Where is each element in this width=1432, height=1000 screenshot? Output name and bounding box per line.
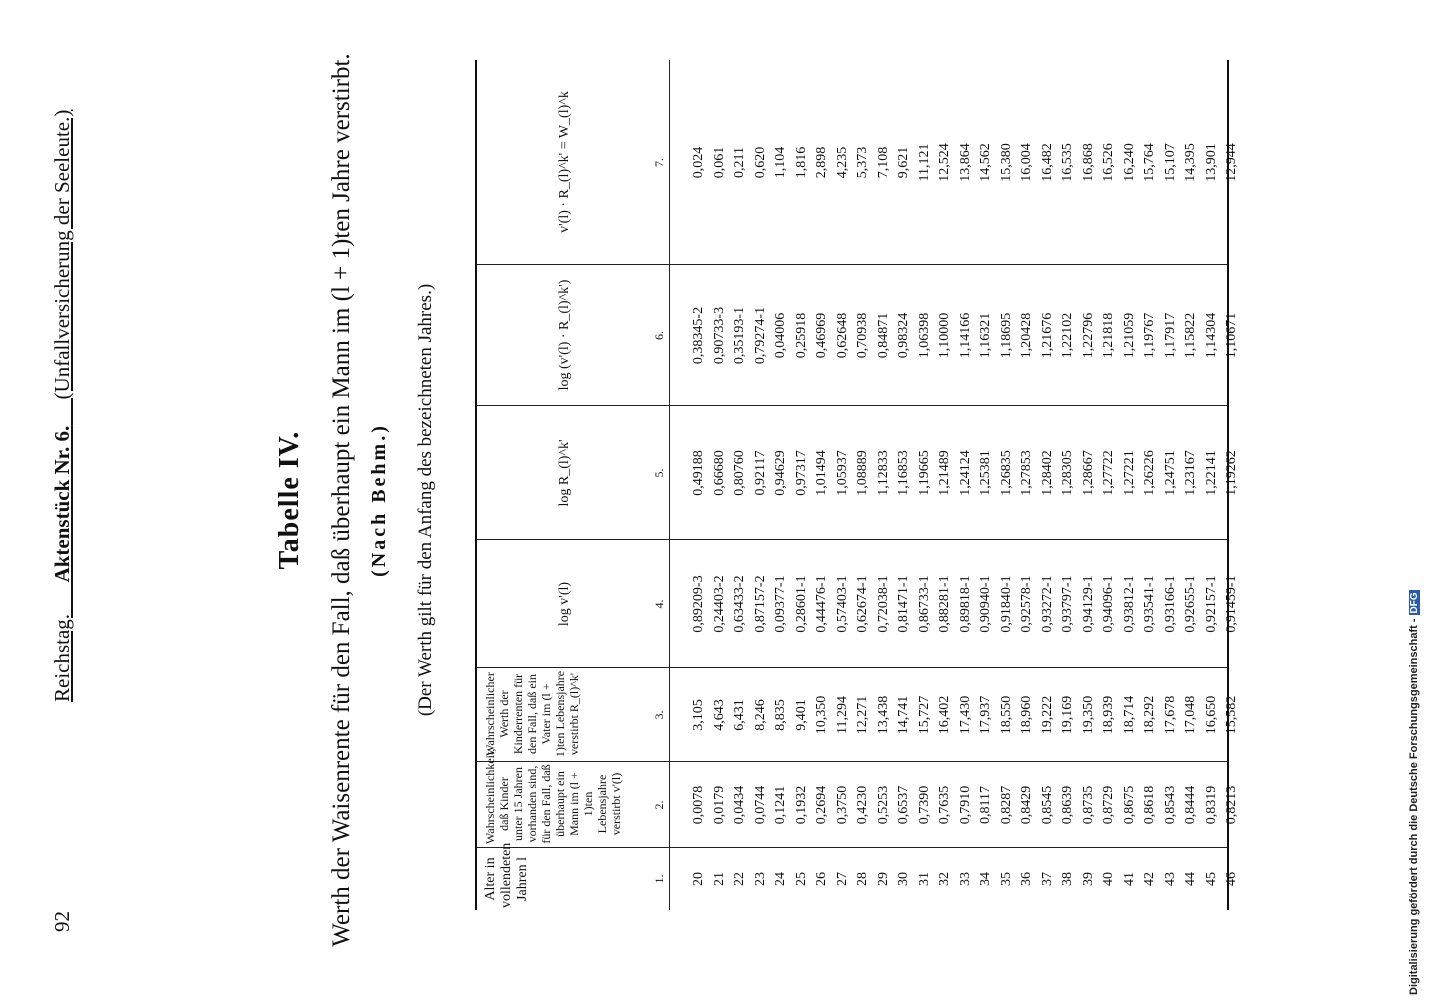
header-col-4: log v'(l) [557, 581, 572, 627]
header-col-1: Alter in vollendeten Jahren l [483, 842, 530, 908]
table-cell: 37 [1039, 872, 1055, 886]
table-cell: 0,97317 [793, 450, 809, 496]
column-number: 3. [652, 710, 666, 720]
table-cell: 0,38345-2 [691, 306, 706, 365]
running-head-middle: Aktenstück Nr. 6. [50, 425, 74, 583]
table-subtitle: Werth der Waisenrente für den Fall, daß überhaupt ein Mann im (l + 1)ten Jahre verstirbt. [328, 53, 355, 947]
table-note: (Der Werth gilt für den Anfang des bezeichneten Jahres.) [415, 283, 436, 717]
table-row [1222, 60, 1243, 910]
table-cell: 1,21489 [937, 450, 952, 496]
table-cell: 0,89209-3 [691, 575, 706, 633]
table-cell: 1,27221 [1121, 450, 1137, 496]
table-row [689, 60, 710, 910]
table-cell: 0,024 [691, 146, 706, 179]
table-cell: 23 [752, 872, 768, 886]
column-number: 2. [652, 800, 666, 810]
table-cell: 35 [998, 872, 1014, 886]
table-row [812, 60, 833, 910]
page-number: 92 [50, 911, 74, 932]
table-cell: 15,764 [1142, 143, 1157, 182]
table-cell: 0,62674-1 [855, 575, 870, 633]
table-cell: 0,84871 [875, 312, 891, 359]
table-cell: 0,92117 [752, 450, 768, 496]
header-col-7: v'(l) · R_(l)^k' = W_(l)^k [557, 91, 572, 233]
table-cell: 0,8729 [1101, 785, 1116, 825]
table-cell: 24 [773, 872, 788, 886]
table-cell: 1,10000 [937, 312, 952, 359]
table-cell: 14,395 [1183, 143, 1198, 182]
table-cell: 1,22102 [1060, 312, 1075, 359]
table-cell: 0,91840-1 [998, 575, 1014, 633]
table-cell: 0,35193-1 [732, 306, 747, 365]
table-cell: 6,431 [732, 699, 747, 731]
table-cell: 26 [814, 872, 829, 886]
table-cell: 20 [691, 872, 706, 886]
data-table [475, 60, 1239, 910]
table-cell: 0,72038-1 [875, 575, 891, 633]
table-cell: 39 [1080, 872, 1096, 886]
table-cell: 0,91459-1 [1224, 575, 1239, 633]
table-cell: 1,26226 [1142, 450, 1157, 496]
table-cell: 1,816 [793, 146, 809, 179]
table-cell: 0,93272-1 [1039, 575, 1055, 633]
table-cell: 15,380 [998, 143, 1014, 182]
table-cell: 1,15822 [1183, 312, 1198, 359]
table-cell: 0,04006 [773, 312, 788, 359]
header-rule [669, 60, 670, 910]
table-cell: 0,49188 [691, 450, 706, 496]
table-cell: 1,20428 [1019, 312, 1034, 359]
table-row [935, 60, 956, 910]
table-row [751, 60, 772, 910]
table-cell: 15,727 [916, 695, 932, 735]
table-cell: 41 [1121, 872, 1137, 886]
column-number: 1. [652, 874, 666, 884]
table-cell: 46 [1224, 872, 1239, 886]
table-cell: 0,63433-2 [732, 575, 747, 633]
table-row [1120, 60, 1141, 910]
table-cell: 0,09377-1 [773, 575, 788, 633]
table-row [853, 60, 874, 910]
table-cell: 1,14166 [957, 312, 973, 359]
table-cell: 1,21818 [1101, 312, 1116, 359]
table-row [1099, 60, 1120, 910]
table-cell: 1,22141 [1203, 450, 1219, 496]
column-number: 6. [652, 331, 666, 340]
table-row [997, 60, 1018, 910]
table-cell: 1,17917 [1162, 312, 1178, 359]
table-row [792, 60, 813, 910]
table-cell: 1,28402 [1039, 450, 1055, 496]
table-cell: 18,939 [1101, 695, 1116, 735]
table-cell: 7,108 [875, 146, 891, 179]
table-cell: 18,960 [1019, 695, 1034, 735]
table-cell: 0,0434 [732, 785, 747, 825]
table-cell: 0,24403-2 [711, 575, 727, 633]
table-cell: 14,741 [896, 695, 911, 735]
table-cell: 1,08889 [855, 450, 870, 496]
table-cell: 0,1241 [773, 785, 788, 825]
table-cell: 13,901 [1203, 143, 1219, 182]
table-cell: 25 [793, 872, 809, 886]
table-cell: 1,24751 [1162, 450, 1178, 496]
table-cell: 16,868 [1080, 143, 1096, 182]
table-row [1017, 60, 1038, 910]
sidebar-credit-text: Digitalisierung gefördert durch die Deutsche Forschungsgemeinschaft - [1408, 618, 1420, 995]
table-row [894, 60, 915, 910]
table-cell: 1,104 [773, 146, 788, 179]
table-cell: 0,93812-1 [1121, 575, 1137, 633]
table-cell: 0,81471-1 [896, 575, 911, 633]
table-cell: 1,28667 [1080, 450, 1096, 496]
column-number: 5. [652, 468, 666, 478]
column-number: 4. [652, 599, 666, 609]
table-cell: 12,524 [937, 143, 952, 182]
table-cell: 1,16321 [978, 312, 993, 359]
table-cell: 16,402 [937, 695, 952, 735]
table-cell: 19,169 [1060, 695, 1075, 735]
table-cell: 9,621 [896, 146, 911, 179]
table-cell: 0,87157-2 [752, 575, 768, 633]
table-cell: 14,562 [978, 143, 993, 182]
table-cell: 0,66680 [711, 450, 727, 496]
table-row [1202, 60, 1223, 910]
table-cell: 16,650 [1203, 695, 1219, 735]
table-cell: 1,19767 [1142, 312, 1157, 359]
table-cell: 30 [896, 872, 911, 886]
table-cell: 0,94629 [773, 450, 788, 496]
table-row [915, 60, 936, 910]
running-head [50, 52, 80, 932]
table-cell: 0,92578-1 [1019, 575, 1034, 633]
table-cell: 40 [1101, 872, 1116, 886]
table-cell: 16,004 [1019, 143, 1034, 182]
table-cell: 44 [1183, 872, 1198, 886]
running-head-left: Reichstag. [50, 613, 74, 702]
table-cell: 8,835 [773, 699, 788, 731]
header-col-3: Wahrscheinlicher Werth der Kinderrenten für den Fall, daß ein Vater im (l + 1)ten Lebensjahre verstirbt R_(l)^k' [483, 670, 581, 758]
table-cell: 0,92157-1 [1203, 575, 1219, 633]
table-cell: 29 [875, 872, 891, 886]
table-cell: 1,25381 [978, 450, 993, 496]
table-cell: 16,535 [1060, 143, 1075, 182]
table-cell: 1,16853 [896, 450, 911, 496]
table-cell: 22 [732, 872, 747, 886]
table-cell: 0,98324 [896, 312, 911, 359]
table-cell: 1,14304 [1203, 312, 1219, 359]
table-cell: 0,94129-1 [1080, 575, 1096, 633]
table-cell: 5,373 [855, 146, 870, 179]
table-cell: 0,5253 [875, 785, 891, 825]
table-cell: 1,21059 [1121, 312, 1137, 359]
table-cell: 0,0179 [711, 785, 727, 825]
table-row [1038, 60, 1059, 910]
table-cell: 1,12833 [875, 450, 891, 496]
table-cell: 0,8735 [1080, 785, 1096, 825]
table-cell: 3,105 [691, 699, 706, 731]
table-cell: 0,57403-1 [834, 575, 850, 633]
table-cell: 0,3750 [834, 785, 850, 825]
table-cell: 0,28601-1 [793, 575, 809, 633]
header-col-5: log R_(l)^k' [557, 439, 572, 507]
table-cell: 16,526 [1101, 143, 1116, 182]
table-cell: 17,048 [1183, 695, 1198, 735]
table-cell: 1,21676 [1039, 312, 1055, 359]
table-cell: 1,27722 [1101, 450, 1116, 496]
column-number: 7. [652, 158, 666, 167]
table-cell: 1,22796 [1080, 312, 1096, 359]
table-cell: 4,643 [711, 699, 727, 731]
table-cell: 45 [1203, 872, 1219, 886]
table-row [1058, 60, 1079, 910]
table-cell: 0,8213 [1224, 785, 1239, 825]
table-cell: 1,01494 [814, 450, 829, 496]
table-row [771, 60, 792, 910]
table-cell: 0,8287 [998, 785, 1014, 825]
table-cell: 1,19262 [1224, 450, 1239, 496]
table-cell: 31 [916, 872, 932, 886]
table-cell: 0,86733-1 [916, 575, 932, 633]
table-cell: 0,7635 [937, 785, 952, 825]
table-cell: 1,10671 [1224, 312, 1239, 359]
table-body [689, 60, 1243, 910]
dfg-logo: DFG [1409, 592, 1420, 614]
table-cell: 0,8545 [1039, 785, 1055, 825]
table-cell: 0,90733-3 [711, 306, 727, 365]
table-cell: 13,864 [957, 143, 973, 182]
table-cell: 0,70938 [855, 312, 870, 359]
table-cell: 15,582 [1224, 695, 1239, 735]
table-cell: 0,8444 [1183, 785, 1198, 825]
table-row [1079, 60, 1100, 910]
table-cell: 0,94096-1 [1101, 575, 1116, 633]
table-cell: 11,294 [834, 696, 850, 734]
table-cell: 0,44476-1 [814, 575, 829, 633]
table-row [730, 60, 751, 910]
table-cell: 0,8543 [1162, 785, 1178, 825]
table-row [976, 60, 997, 910]
table-cell: 17,430 [957, 695, 973, 735]
table-cell: 0,80760 [732, 450, 747, 496]
table-row [1161, 60, 1182, 910]
table-cell: 0,061 [711, 146, 727, 179]
table-cell: 16,240 [1121, 143, 1137, 182]
table-cell: 13,438 [875, 695, 891, 735]
table-cell: 8,246 [752, 699, 768, 731]
table-title: Tabelle IV. [274, 430, 305, 570]
table-cell: 17,678 [1162, 695, 1178, 735]
table-cell: 33 [957, 872, 973, 886]
table-row [710, 60, 731, 910]
table-cell: 18,292 [1142, 695, 1157, 735]
table-cell: 0,79274-1 [752, 306, 768, 365]
table-cell: 1,23167 [1183, 450, 1198, 496]
table-cell: 0,62648 [834, 312, 850, 359]
table-cell: 0,620 [752, 146, 768, 179]
table-author: (Nach Behm.) [368, 423, 390, 577]
table-cell: 1,26835 [998, 450, 1014, 496]
table-cell: 43 [1162, 872, 1178, 886]
table-cell: 0,92655-1 [1183, 575, 1198, 633]
table-cell: 0,8117 [978, 786, 993, 824]
table-cell: 10,350 [814, 695, 829, 735]
header-col-6: log (v'(l) · R_(l)^k') [557, 279, 572, 391]
table-cell: 18,550 [998, 695, 1014, 735]
table-cell: 9,401 [793, 699, 809, 731]
table-cell: 0,93541-1 [1142, 575, 1157, 633]
table-cell: 27 [834, 872, 850, 886]
table-cell: 0,25918 [793, 312, 809, 359]
table-cell: 0,0744 [752, 785, 768, 825]
table-cell: 1,06398 [916, 312, 932, 359]
table-cell: 36 [1019, 872, 1034, 886]
table-cell: 28 [855, 872, 870, 886]
table-cell: 0,7910 [957, 785, 973, 825]
table-cell: 0,211 [732, 147, 747, 178]
table-cell: 12,271 [855, 695, 870, 735]
table-cell: 0,6537 [896, 785, 911, 825]
table-cell: 0,4230 [855, 785, 870, 825]
table-cell: 4,235 [834, 146, 850, 179]
table-cell: 0,1932 [793, 785, 809, 825]
table-cell: 1,18695 [998, 312, 1014, 359]
table-cell: 0,93797-1 [1060, 575, 1075, 633]
table-row [874, 60, 895, 910]
table-cell: 15,107 [1162, 143, 1178, 182]
table-cell: 0,8618 [1142, 785, 1157, 825]
table-cell: 0,0078 [691, 785, 706, 825]
table-cell: 0,90940-1 [978, 575, 993, 633]
running-title [50, 110, 75, 702]
table-cell: 1,19665 [916, 450, 932, 496]
table-row [956, 60, 977, 910]
table-cell: 1,24124 [957, 450, 973, 496]
table-cell: 19,222 [1039, 695, 1055, 735]
table-cell: 1,28305 [1060, 450, 1075, 496]
table-cell: 2,898 [814, 146, 829, 179]
table-cell: 0,93166-1 [1162, 575, 1178, 633]
table-cell: 1,05937 [834, 450, 850, 496]
table-row [1181, 60, 1202, 910]
header-col-2: Wahrscheinlichkeit, daß Kinder unter 15 Jahren vorhanden sind, für den Fall, daß überhaupt ein Mann im (l + 1)ten Lebensjahre verstirbt v'(l) [483, 748, 623, 844]
table-cell: 42 [1142, 872, 1157, 886]
table-cell: 0,8319 [1203, 785, 1219, 825]
table-cell: 21 [711, 872, 727, 886]
table-cell: 0,8675 [1121, 785, 1137, 825]
table-cell: 17,937 [978, 695, 993, 735]
table-cell: 0,7390 [916, 785, 932, 825]
table-cell: 0,8639 [1060, 785, 1075, 825]
table-cell: 19,350 [1080, 695, 1096, 735]
running-head-right: (Unfallversicherung der Seeleute.) [50, 109, 74, 400]
table-cell: 34 [978, 872, 993, 886]
sidebar-credit [1408, 575, 1424, 995]
table-cell: 0,2694 [814, 785, 829, 825]
table-cell: 38 [1060, 872, 1075, 886]
table-row [833, 60, 854, 910]
table-cell: 12,944 [1224, 143, 1239, 182]
table-cell: 0,8429 [1019, 785, 1034, 825]
table-cell: 1,27853 [1019, 450, 1034, 496]
table-row [1140, 60, 1161, 910]
table-cell: 0,88281-1 [937, 575, 952, 633]
table-cell: 11,121 [916, 143, 932, 182]
table-cell: 32 [937, 872, 952, 886]
table-cell: 16,482 [1039, 143, 1055, 182]
table-cell: 18,714 [1121, 695, 1137, 735]
table-cell: 0,89818-1 [957, 575, 973, 633]
table-cell: 0,46969 [814, 312, 829, 359]
